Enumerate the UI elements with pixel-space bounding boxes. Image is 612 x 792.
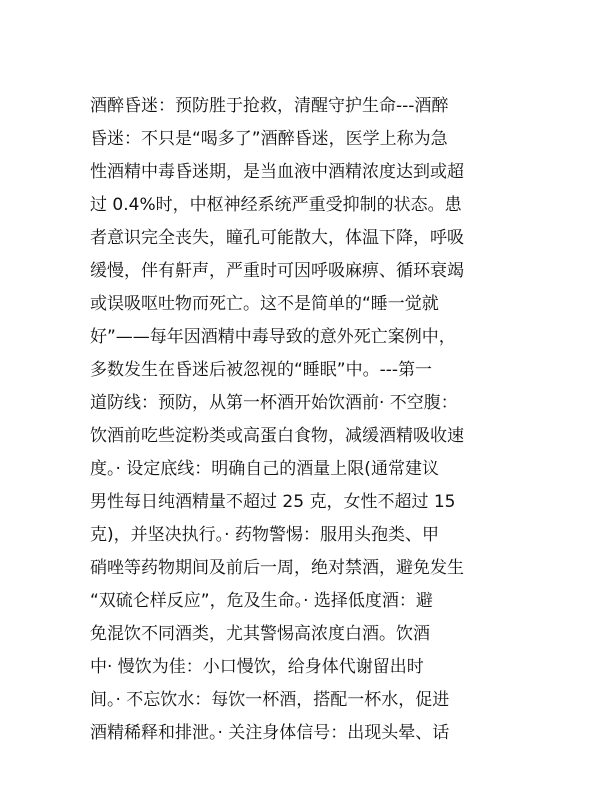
- text-line: 免混饮不同酒类，尤其警惕高浓度白酒。饮酒: [90, 624, 430, 644]
- text-line: 昏迷：不只是“喝多了”酒醉昏迷，医学上称为急: [90, 129, 448, 149]
- text-line: 度。· 设定底线：明确自己的酒量上限(通常建议: [90, 459, 439, 479]
- text-line: 酒醉昏迷：预防胜于抢救，清醒守护生命---酒醉: [90, 96, 449, 116]
- text-line: 克)，并坚决执行。· 药物警惕：服用头孢类、甲: [90, 525, 439, 545]
- text-line: 缓慢，伴有鼾声，严重时可因呼吸麻痹、循环衰竭: [90, 261, 464, 281]
- text-line: 道防线：预防，从第一杯酒开始饮酒前· 不空腹：: [90, 393, 458, 413]
- text-line: 性酒精中毒昏迷期，是当血液中酒精浓度达到或超: [90, 162, 464, 182]
- text-line: 间。· 不忘饮水：每饮一杯酒，搭配一杯水，促进: [90, 690, 450, 710]
- text-line: 中· 慢饮为佳：小口慢饮，给身体代谢留出时: [90, 657, 424, 677]
- text-line: 硝唑等药物期间及前后一周，绝对禁酒，避免发生: [90, 558, 464, 578]
- body-text: [90, 90, 530, 750]
- text-line: 过 0.4%时，中枢神经系统严重受抑制的状态。患: [90, 195, 462, 215]
- text-line: 或误吸呕吐物而死亡。这不是简单的“睡一觉就: [90, 294, 439, 314]
- text-line: 者意识完全丧失，瞳孔可能散大，体温下降，呼吸: [90, 228, 464, 248]
- text-line: “双硫仑样反应”，危及生命。· 选择低度酒：避: [90, 591, 433, 611]
- text-line: 多数发生在昏迷后被忽视的“睡眠”中。---第一: [90, 360, 433, 380]
- text-line: 好”——每年因酒精中毒导致的意外死亡案例中，: [90, 327, 456, 347]
- text-line: 饮酒前吃些淀粉类或高蛋白食物，减缓酒精吸收速: [90, 426, 464, 446]
- text-line: 酒精稀释和排泄。· 关注身体信号：出现头晕、话: [90, 723, 450, 743]
- text-line: 男性每日纯酒精量不超过 25 克，女性不超过 15: [90, 492, 456, 512]
